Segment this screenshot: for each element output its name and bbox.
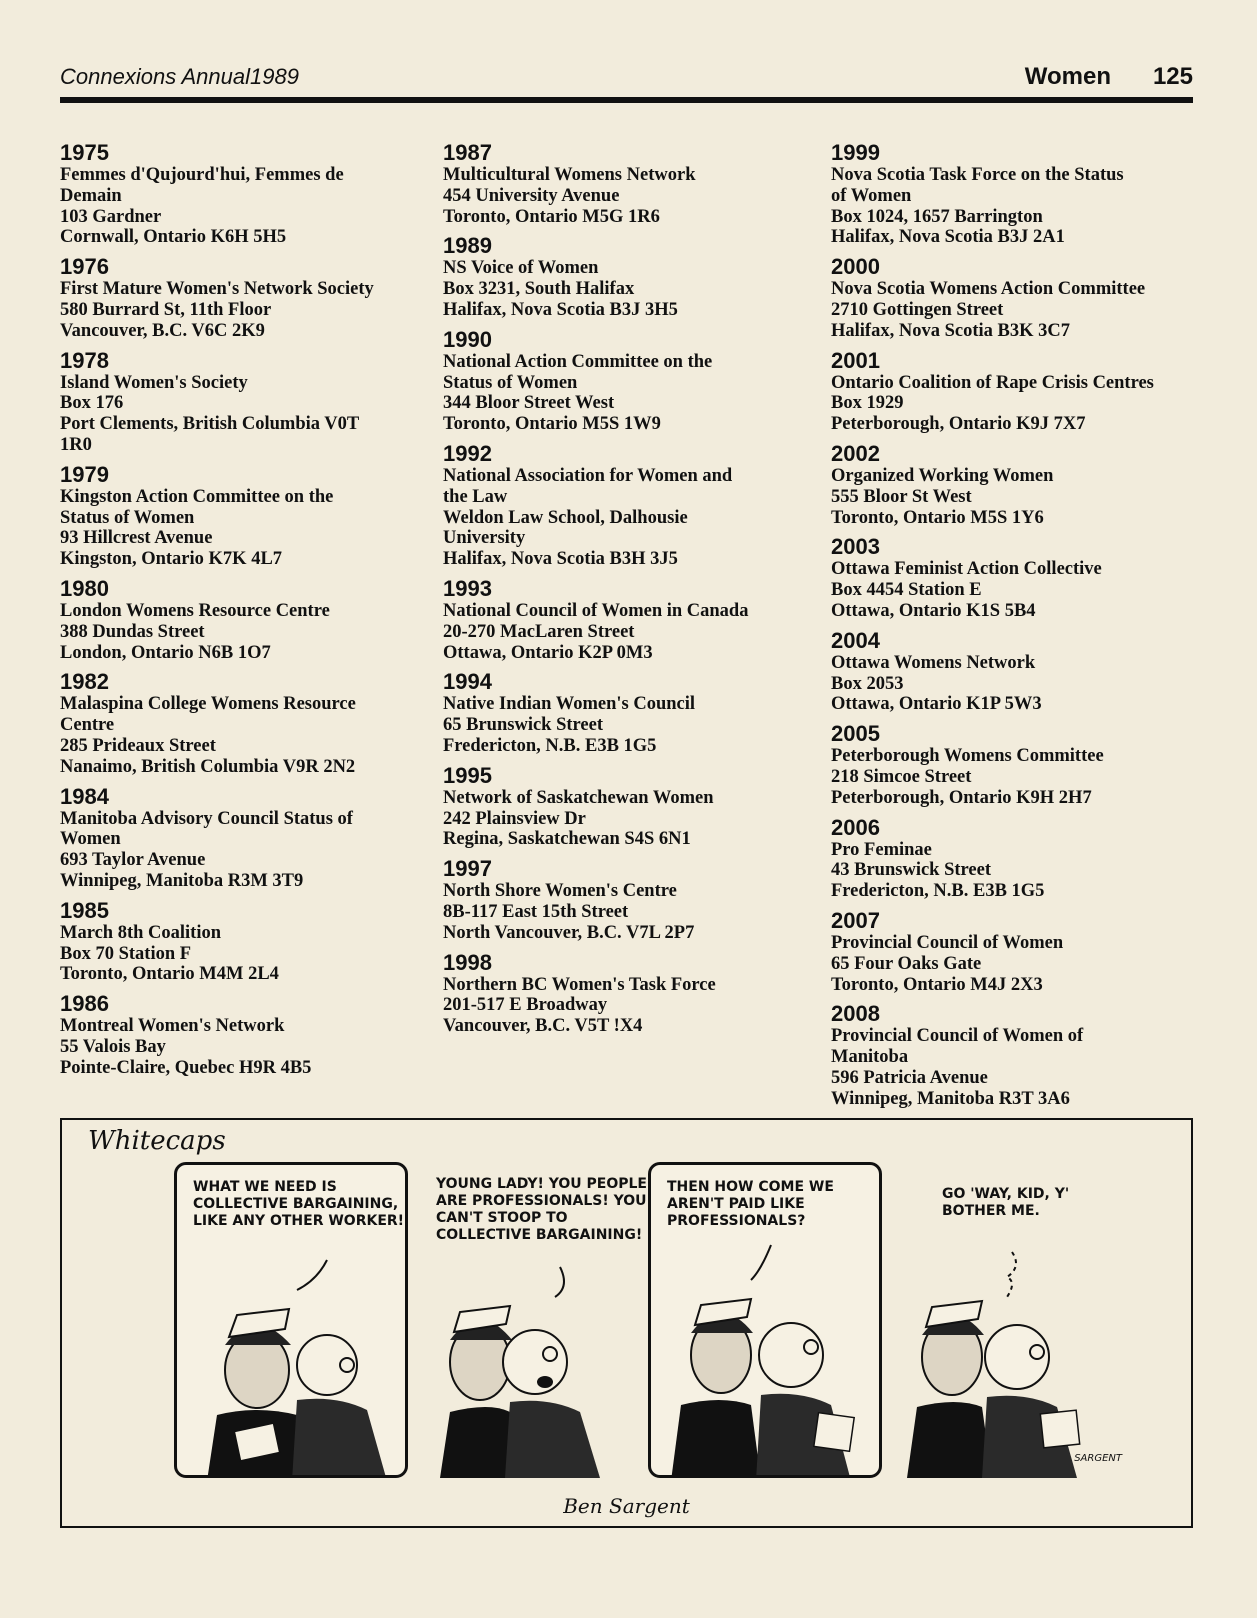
directory-entry [60, 254, 440, 341]
entry-number: 1985 [60, 897, 109, 923]
address-line: Winnipeg, Manitoba R3M 3T9 [60, 870, 304, 891]
entry-number: 1990 [443, 326, 492, 352]
address-line: Weldon Law School, Dalhousie [443, 507, 688, 528]
address-line: Vancouver, B.C. V5T !X4 [443, 1016, 643, 1037]
speech-bubble: WHAT WE NEED IS COLLECTIVE BARGAINING, LIKE ANY OTHER WORKER! [193, 1179, 405, 1229]
organization-name: Malaspina College Womens Resource [60, 694, 356, 715]
address-line: Status of Women [443, 372, 578, 393]
address-line: 201-517 E Broadway [443, 995, 608, 1016]
entry-number: 1999 [831, 140, 880, 165]
entry-number: 1992 [443, 440, 492, 466]
address-line: Fredericton, N.B. E3B 1G5 [831, 881, 1045, 902]
directory-entry [831, 441, 1201, 528]
comic-panel-4 [892, 1162, 1132, 1478]
directory-column-2 [443, 140, 823, 1043]
address-line: Halifax, Nova Scotia B3K 3C7 [831, 320, 1070, 341]
organization-name: National Council of Women in Canada [443, 600, 749, 621]
address-line: Women [60, 829, 121, 850]
speech-bubble: GO 'WAY, KID, Y' BOTHER ME. [942, 1186, 1070, 1219]
entry-number: 1997 [443, 856, 492, 882]
entry-number: 1984 [60, 783, 109, 809]
directory-entry [831, 908, 1201, 995]
directory-entry [60, 784, 440, 892]
address-line: 388 Dundas Street [60, 621, 205, 642]
address-line: 454 University Avenue [443, 185, 620, 206]
address-line: Kingston, Ontario K7K 4L7 [60, 549, 283, 570]
address-line: 8B-117 East 15th Street [443, 901, 629, 922]
organization-name: Ottawa Feminist Action Collective [831, 559, 1102, 580]
organization-name: National Action Committee on the [443, 351, 713, 372]
entry-number: 2006 [831, 814, 880, 840]
nurse-and-doctor-drawing [420, 1162, 654, 1478]
organization-name: Kingston Action Committee on the [60, 486, 334, 507]
entry-number: 2008 [831, 1001, 880, 1027]
directory-entry [60, 348, 440, 456]
nurse-and-doctor-drawing [651, 1165, 882, 1478]
address-line: Pointe-Claire, Quebec H9R 4B5 [60, 1057, 312, 1078]
directory-entry [60, 898, 440, 985]
address-line: Box 176 [60, 393, 124, 414]
directory-entry [831, 628, 1201, 715]
organization-name: NS Voice of Women [443, 258, 599, 279]
organization-name: Provincial Council of Women [831, 932, 1064, 953]
organization-name: London Womens Resource Centre [60, 600, 330, 621]
address-line: 55 Valois Bay [60, 1036, 166, 1057]
organization-name: First Mature Women's Network Society [60, 279, 374, 300]
directory-entry [443, 950, 823, 1037]
entry-number: 1994 [443, 669, 492, 695]
address-line: 65 Four Oaks Gate [831, 953, 982, 974]
organization-name: Network of Saskatchewan Women [443, 787, 714, 808]
address-line: Box 70 Station F [60, 943, 192, 964]
address-line: Fredericton, N.B. E3B 1G5 [443, 735, 657, 756]
organization-name: Peterborough Womens Committee [831, 746, 1104, 767]
address-line: Demain [60, 185, 122, 206]
directory-entry [443, 856, 823, 943]
address-line: Regina, Saskatchewan S4S 6N1 [443, 829, 691, 850]
address-line: London, Ontario N6B 1O7 [60, 642, 271, 663]
organization-name: Manitoba Advisory Council Status of [60, 808, 353, 829]
address-line: Toronto, Ontario M5S 1W9 [443, 414, 661, 435]
organization-name: Native Indian Women's Council [443, 694, 696, 715]
address-line: Box 4454 Station E [831, 580, 982, 601]
address-line: Toronto, Ontario M5G 1R6 [443, 206, 660, 227]
directory-entry [60, 991, 440, 1078]
directory-entry [443, 576, 823, 663]
nurse-and-doctor-drawing [892, 1162, 1132, 1478]
address-line: of Women [831, 185, 912, 206]
directory-entry [60, 669, 440, 777]
address-line: Halifax, Nova Scotia B3H 3J5 [443, 549, 678, 570]
directory-entry [831, 348, 1201, 435]
entry-number: 2002 [831, 440, 880, 466]
address-line: Ottawa, Ontario K1P 5W3 [831, 694, 1042, 715]
comic-title: Whitecaps [88, 1126, 226, 1156]
address-line: Port Clements, British Columbia V0T [60, 414, 360, 435]
organization-name: Montreal Women's Network [60, 1016, 285, 1037]
directory-column-1 [60, 140, 440, 1085]
organization-name: Island Women's Society [60, 372, 248, 393]
address-line: 242 Plainsview Dr [443, 808, 586, 829]
publication-title: Connexions Annual1989 [60, 64, 299, 89]
address-line: 20-270 MacLaren Street [443, 621, 635, 642]
address-line: 2710 Gottingen Street [831, 299, 1004, 320]
organization-name: Femmes d'Qujourd'hui, Femmes de [60, 165, 344, 185]
directory-entry [443, 327, 823, 435]
directory-entry [60, 462, 440, 570]
entry-number: 1975 [60, 140, 109, 165]
address-line: Status of Women [60, 507, 195, 528]
address-line: Toronto, Ontario M5S 1Y6 [831, 507, 1044, 528]
comic-strip [60, 1118, 1193, 1528]
address-line: Halifax, Nova Scotia B3J 3H5 [443, 299, 678, 320]
address-line: Box 1024, 1657 Barrington [831, 206, 1043, 227]
directory-entry [443, 763, 823, 850]
entry-number: 2004 [831, 627, 880, 653]
directory-entry [443, 441, 823, 570]
directory-entry [831, 534, 1201, 621]
directory-entry [831, 815, 1201, 902]
address-line: Box 1929 [831, 393, 904, 414]
page-number: 125 [1152, 63, 1193, 90]
address-line: the Law [443, 486, 508, 507]
address-line: Halifax, Nova Scotia B3J 2A1 [831, 227, 1065, 248]
organization-name: Provincial Council of Women of [831, 1026, 1084, 1047]
address-line: Nanaimo, British Columbia V9R 2N2 [60, 756, 356, 777]
address-line: 580 Burrard St, 11th Floor [60, 299, 272, 320]
entry-number: 1995 [443, 762, 492, 788]
organization-name: Nova Scotia Womens Action Committee [831, 279, 1146, 300]
entry-number: 1976 [60, 254, 109, 280]
organization-name: Ontario Coalition of Rape Crisis Centres [831, 372, 1154, 393]
entry-number: 1978 [60, 347, 109, 373]
header-rule [60, 97, 1193, 103]
entry-number: 1998 [443, 949, 492, 975]
comic-panel-1 [174, 1162, 408, 1478]
entry-number: 2007 [831, 907, 880, 933]
entry-number: 1993 [443, 575, 492, 601]
organization-name: Multicultural Womens Network [443, 165, 696, 185]
entry-number: 1982 [60, 669, 109, 695]
comic-panel-2 [420, 1162, 654, 1478]
address-line: Ottawa, Ontario K2P 0M3 [443, 642, 653, 663]
speech-bubble: THEN HOW COME WE AREN'T PAID LIKE PROFESSIONALS? [667, 1179, 834, 1229]
address-line: Box 2053 [831, 673, 904, 694]
address-line: 555 Bloor St West [831, 486, 972, 507]
address-line: 285 Prideaux Street [60, 735, 216, 756]
directory-entry [60, 576, 440, 663]
address-line: 596 Patricia Avenue [831, 1067, 988, 1088]
organization-name: North Shore Women's Centre [443, 881, 677, 902]
directory-entry [831, 254, 1201, 341]
address-line: Peterborough, Ontario K9J 7X7 [831, 414, 1086, 435]
address-line: 693 Taylor Avenue [60, 850, 206, 871]
directory-column-3 [831, 140, 1201, 1116]
entry-number: 1979 [60, 461, 109, 487]
address-line: Ottawa, Ontario K1S 5B4 [831, 600, 1036, 621]
entry-number: 1989 [443, 233, 492, 259]
directory-entry [60, 140, 440, 248]
comic-panel-3 [648, 1162, 882, 1478]
address-line: 65 Brunswick Street [443, 715, 603, 736]
speech-bubble: YOUNG LADY! YOU PEOPLE ARE PROFESSIONALS! YOU CAN'T STOOP TO COLLECTIVE BARGAINING! [436, 1176, 647, 1243]
directory-entry [831, 1001, 1201, 1109]
section-title: Women [1024, 63, 1111, 90]
address-line: University [443, 528, 526, 549]
address-line: Vancouver, B.C. V6C 2K9 [60, 320, 265, 341]
organization-name: Ottawa Womens Network [831, 652, 1036, 673]
address-line: North Vancouver, B.C. V7L 2P7 [443, 922, 695, 943]
directory-entry [831, 721, 1201, 808]
entry-number: 1987 [443, 140, 492, 165]
address-line: Cornwall, Ontario K6H 5H5 [60, 227, 287, 248]
artist-signature: SARGENT [1074, 1453, 1122, 1464]
address-line: Box 3231, South Halifax [443, 279, 635, 300]
entry-number: 2003 [831, 534, 880, 560]
address-line: 344 Bloor Street West [443, 393, 615, 414]
address-line: 1R0 [60, 434, 92, 455]
entry-number: 2005 [831, 721, 880, 747]
organization-name: Nova Scotia Task Force on the Status [831, 165, 1124, 185]
address-line: Centre [60, 715, 115, 736]
organization-name: Pro Feminae [831, 839, 932, 860]
directory-entry [443, 669, 823, 756]
organization-name: Organized Working Women [831, 465, 1054, 486]
entry-number: 2001 [831, 347, 880, 373]
address-line: Winnipeg, Manitoba R3T 3A6 [831, 1088, 1070, 1109]
organization-name: Northern BC Women's Task Force [443, 974, 716, 995]
address-line: 43 Brunswick Street [831, 860, 991, 881]
entry-number: 1980 [60, 575, 109, 601]
address-line: 218 Simcoe Street [831, 766, 972, 787]
nurse-and-doctor-drawing [177, 1165, 408, 1478]
entry-number: 2000 [831, 254, 880, 280]
page-header [60, 58, 1193, 98]
address-line: 103 Gardner [60, 206, 162, 227]
address-line: Peterborough, Ontario K9H 2H7 [831, 787, 1092, 808]
address-line: 93 Hillcrest Avenue [60, 528, 213, 549]
organization-name: March 8th Coalition [60, 922, 222, 943]
directory-entry [831, 140, 1201, 248]
address-line: Manitoba [831, 1047, 909, 1068]
entry-number: 1986 [60, 991, 109, 1017]
organization-name: National Association for Women and [443, 465, 733, 486]
comic-credit: Ben Sargent [563, 1494, 690, 1518]
address-line: Toronto, Ontario M4J 2X3 [831, 974, 1043, 995]
directory-entry [443, 140, 823, 227]
address-line: Toronto, Ontario M4M 2L4 [60, 964, 279, 985]
directory-entry [443, 233, 823, 320]
